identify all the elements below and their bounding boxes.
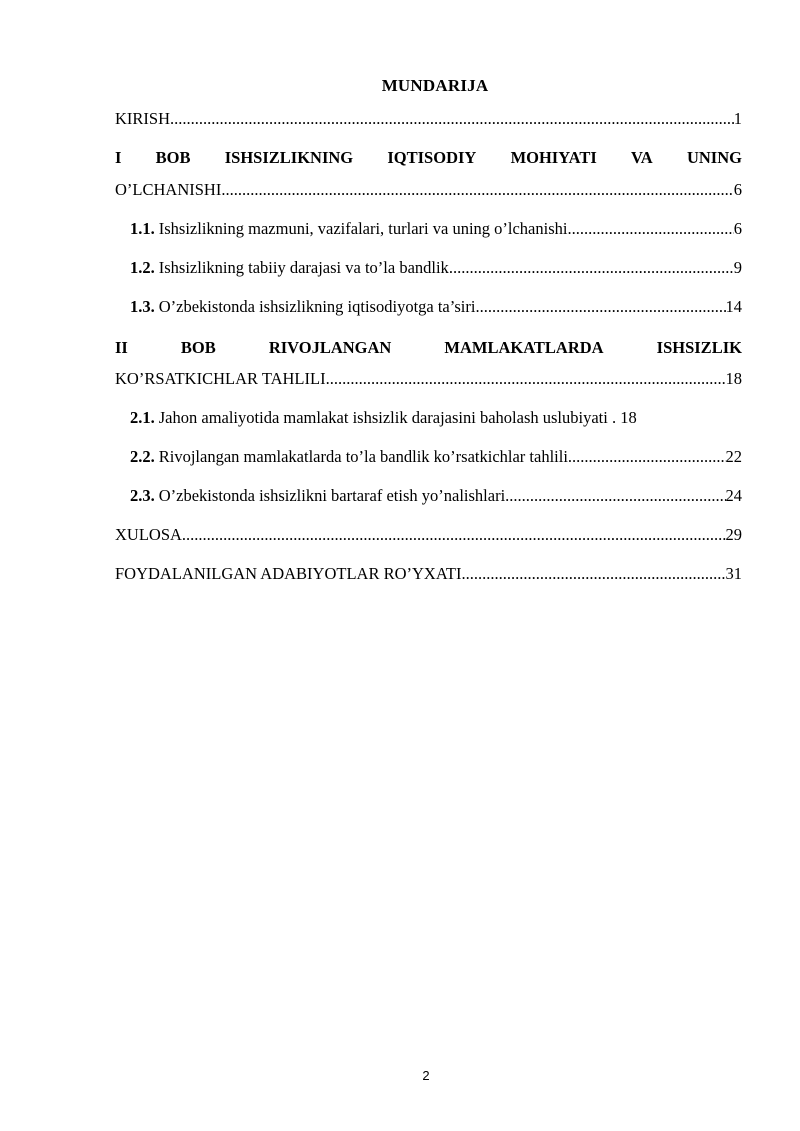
heading-word: MOHIYATI [510,148,597,167]
toc-entry-label: KIRISH [115,109,171,128]
toc-entry-chapter-2 [115,369,742,389]
dot-leader [326,369,726,389]
toc-entry-label: Ishsizlikning tabiiy darajasi va to’la bandlik [158,258,449,277]
section-number: 1.3. [130,297,155,316]
dot-leader [568,447,726,467]
heading-word: I [115,148,122,167]
chapter-2-heading [115,338,742,358]
toc-entry-1-2 [130,258,742,278]
section-number: 2.1. [130,408,155,427]
dot-leader [475,297,725,317]
dot-leader [182,525,726,545]
toc-entry-label: O’zbekistonda ishsizlikning iqtisodiyotga ta’siri [158,297,476,316]
section-number: 1.1. [130,219,155,238]
toc-entry-2-2 [130,447,742,467]
heading-word: MAMLAKATLARDA [444,338,604,357]
toc-entry-label: FOYDALANILGAN ADABIYOTLAR RO’YXATI [115,564,462,583]
heading-word: BOB [180,338,216,357]
toc-entry-label: Jahon amaliyotida mamlakat ishsizlik darajasini baholash uslubiyati . 18 [158,408,637,427]
heading-word: IQTISODIY [387,148,477,167]
toc-entry-2-3 [130,486,742,506]
heading-word: II [115,338,128,357]
dot-leader [505,486,725,506]
section-number: 2.3. [130,486,155,505]
toc-entry-1-3 [130,297,742,317]
dot-leader [449,258,734,278]
toc-entry-label: Rivojlangan mamlakatlarda to’la bandlik ko’rsatkichlar tahlili [158,447,568,466]
toc-page-number: 6 [733,219,742,238]
toc-entry-label: KO’RSATKICHLAR TAHLILI [115,369,326,388]
toc-page-number: 22 [725,447,742,466]
toc-page-number: 9 [733,258,742,277]
dot-leader [221,180,733,200]
toc-page-number: 18 [725,369,742,388]
chapter-1-heading [115,148,742,168]
toc-page-number: 6 [733,180,742,199]
toc-page-number: 31 [725,564,742,583]
toc-entry-chapter-1 [115,180,742,200]
toc-entry-xulosa [115,525,742,545]
toc-page-number: 14 [725,297,742,316]
dot-leader [567,219,733,239]
toc-page-number: 29 [725,525,742,544]
heading-word: UNING [686,148,742,167]
toc-entry-1-1 [130,219,742,239]
toc-page-number: 1 [733,109,742,128]
footer-page-number: 2 [422,1068,430,1083]
heading-word: VA [630,148,653,167]
dot-leader [170,109,734,129]
toc-entry-label: O’LCHANISHI [115,180,222,199]
toc-entry-kirish [115,109,742,129]
toc-entry-label: XULOSA [115,525,182,544]
toc-entry-label: Ishsizlikning mazmuni, vazifalari, turlari va uning o’lchanishi [158,219,568,238]
heading-word: ISHSIZLIKNING [224,148,354,167]
toc-entry-2-1 [130,408,637,428]
section-number: 2.2. [130,447,155,466]
page-title: MUNDARIJA [381,76,489,95]
heading-word: RIVOJLANGAN [268,338,392,357]
toc-entry-adabiyotlar [115,564,742,584]
dot-leader [461,564,725,584]
toc-page-number: 24 [725,486,742,505]
toc-entry-label: O’zbekistonda ishsizlikni bartaraf etish yo’nalishlari [158,486,506,505]
heading-word: BOB [155,148,191,167]
section-number: 1.2. [130,258,155,277]
heading-word: ISHSIZLIK [656,338,742,357]
